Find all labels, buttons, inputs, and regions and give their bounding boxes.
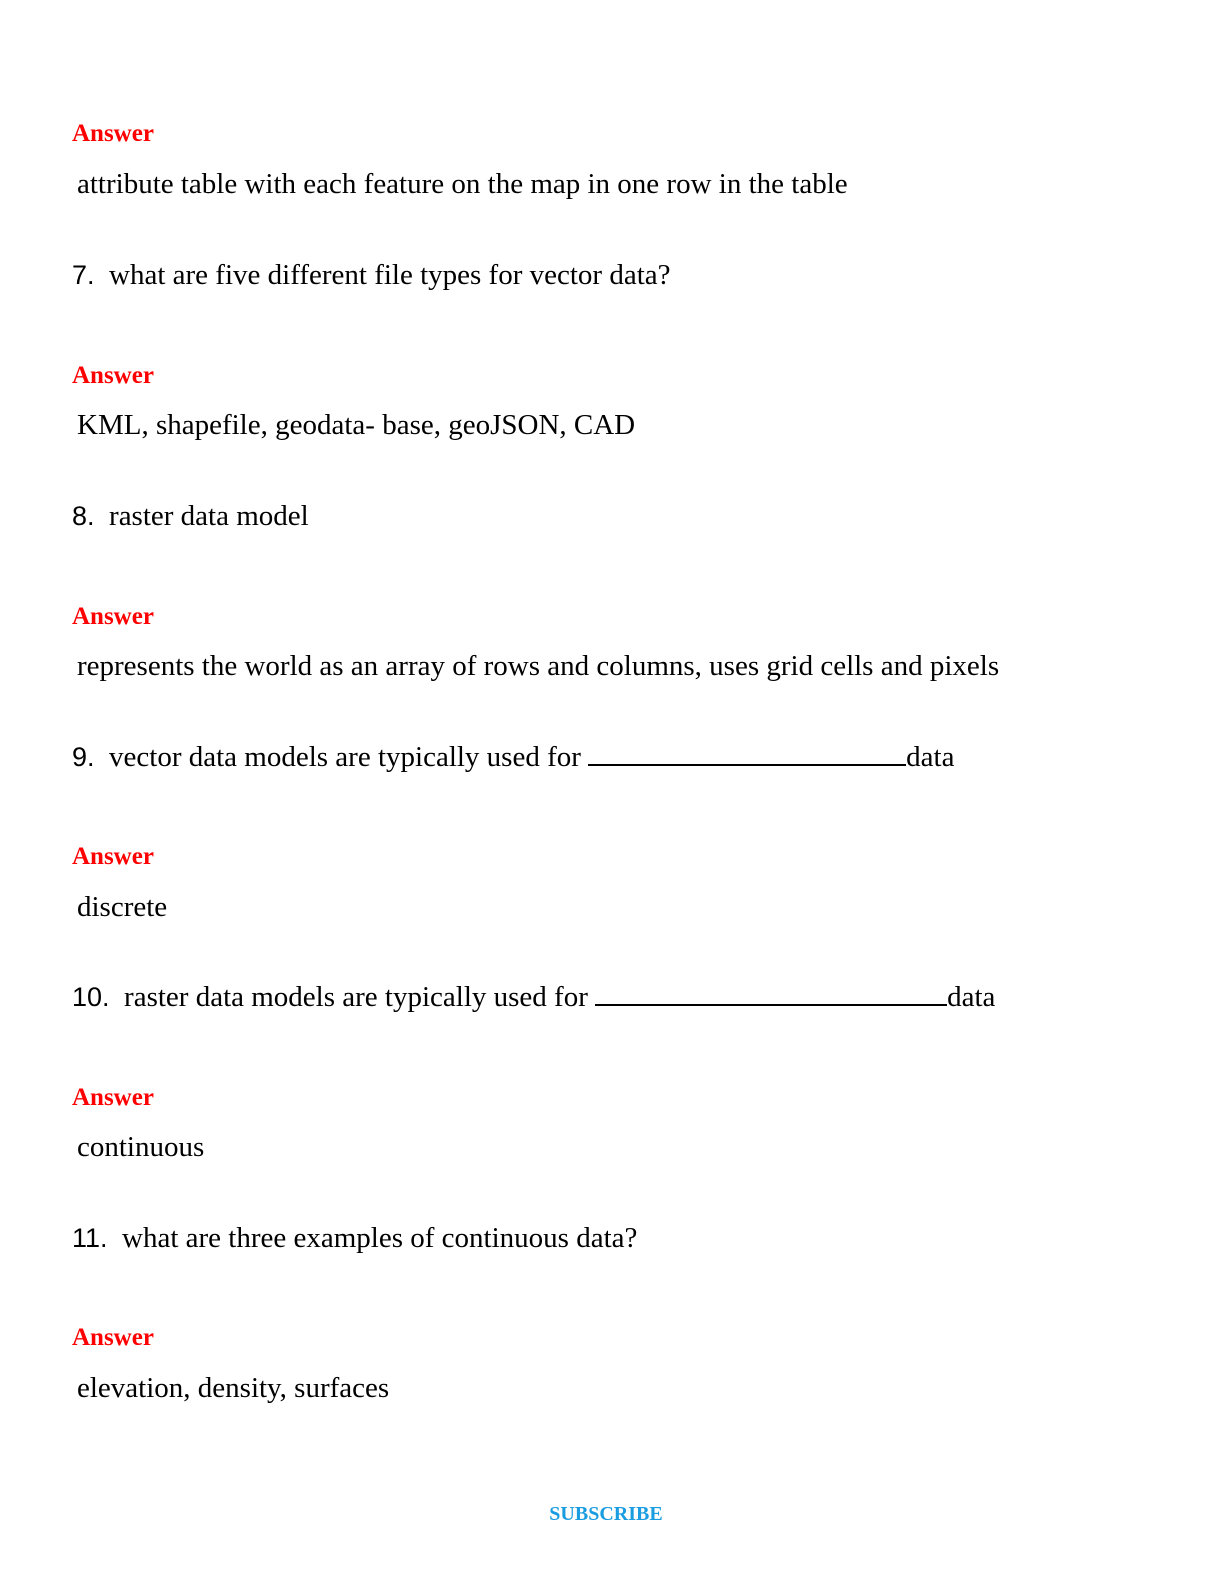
- answer-label: Answer: [72, 1084, 154, 1111]
- question-text: what are three examples of continuous data?: [122, 1222, 638, 1254]
- answer-label: Answer: [72, 843, 154, 870]
- question-number: 9.: [72, 742, 95, 772]
- answer-text: elevation, density, surfaces: [77, 1372, 390, 1404]
- answer-label: Answer: [72, 120, 154, 147]
- question-number: 7.: [72, 260, 95, 290]
- answer-text: attribute table with each feature on the map in one row in the table: [77, 168, 848, 200]
- question-text: what are five different file types for vector data?: [109, 259, 671, 291]
- answer-label: Answer: [72, 1324, 154, 1351]
- question-text: vector data models are typically used for: [109, 741, 581, 773]
- question-8: [72, 500, 309, 533]
- question-number: 8.: [72, 501, 95, 531]
- question-number: 11.: [72, 1223, 108, 1253]
- answer-text: continuous: [77, 1131, 205, 1163]
- fill-in-blank: [588, 742, 906, 766]
- question-suffix: data: [947, 981, 996, 1013]
- answer-text: KML, shapefile, geodata- base, geoJSON, CAD: [77, 409, 636, 441]
- question-7: [72, 259, 671, 292]
- question-number: 10.: [72, 982, 110, 1012]
- question-text: raster data models are typically used for: [124, 981, 588, 1013]
- question-suffix: data: [906, 741, 955, 773]
- question-11: [72, 1222, 637, 1255]
- answer-text: represents the world as an array of rows and columns, uses grid cells and pixels: [77, 650, 1000, 682]
- subscribe-link[interactable]: SUBSCRIBE: [549, 1503, 663, 1525]
- answer-label: Answer: [72, 603, 154, 630]
- fill-in-blank: [595, 982, 947, 1006]
- answer-text: discrete: [77, 891, 168, 923]
- answer-label: Answer: [72, 362, 154, 389]
- question-9: [72, 741, 954, 774]
- question-text: raster data model: [109, 500, 309, 532]
- question-10: [72, 981, 995, 1014]
